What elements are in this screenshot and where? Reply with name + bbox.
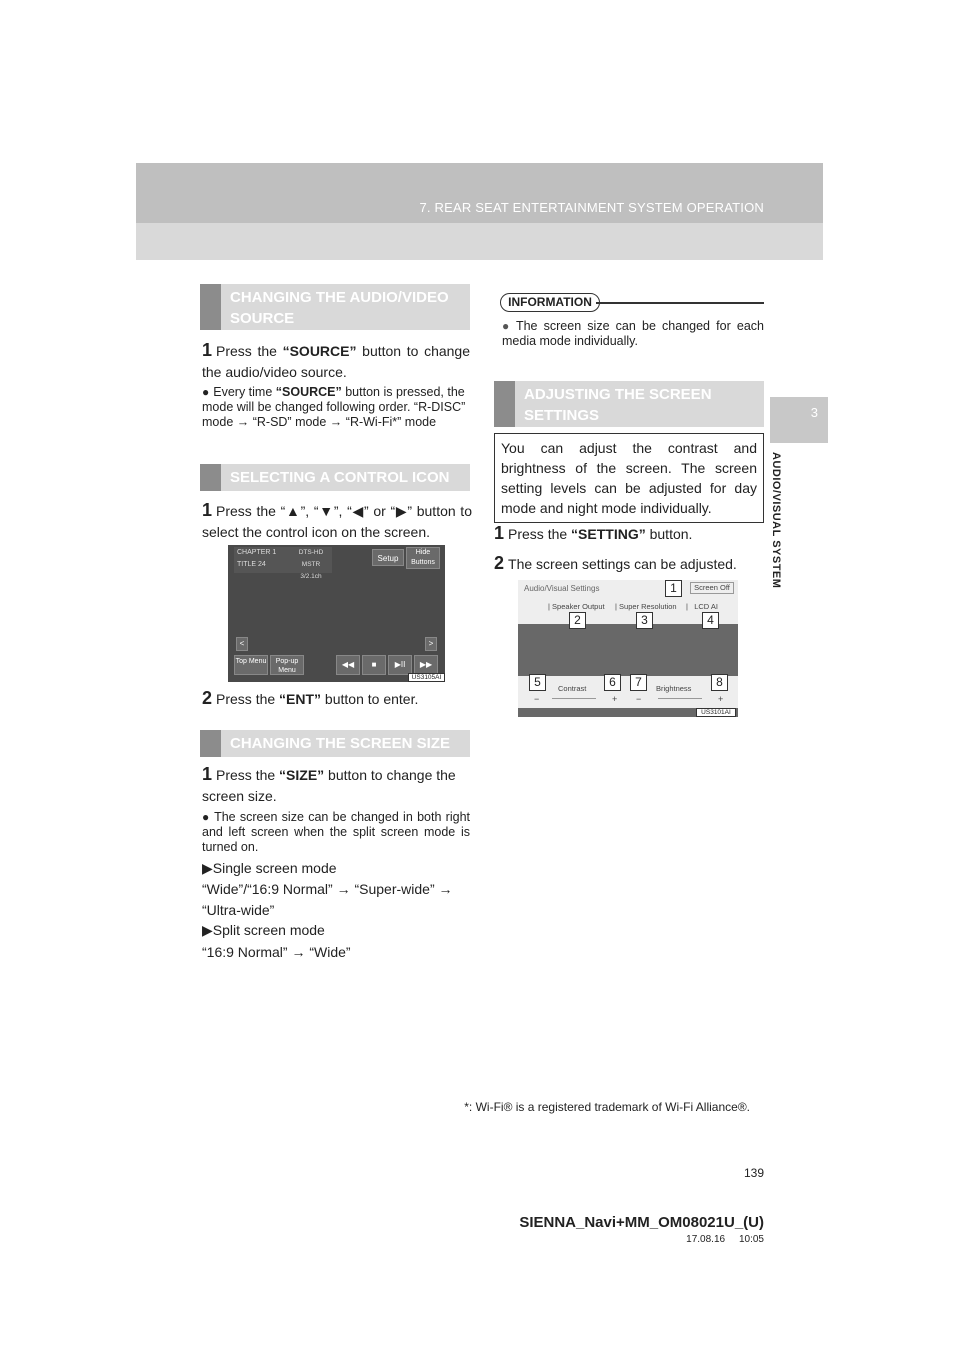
chapter-tab xyxy=(770,397,828,443)
step-source: 1 Press the “SOURCE” button to change the audio/video source. xyxy=(202,340,471,380)
image-code: US3101AI xyxy=(696,708,736,717)
information-rule xyxy=(596,302,764,304)
settings-intro-box: You can adjust the contrast and brightness of the screen. The screen setting levels can be adjusted for day mode and night mode individually. xyxy=(494,433,764,523)
footnote: *: Wi-Fi® is a registered trademark of Wi-Fi Alliance®. xyxy=(464,1100,750,1114)
document-id: SIENNA_Navi+MM_OM08021U_(U) xyxy=(519,1214,764,1231)
callout-4: 4 xyxy=(702,612,719,629)
header-title: 7. REAR SEAT ENTERTAINMENT SYSTEM OPERATION xyxy=(419,200,764,215)
callout-3: 3 xyxy=(636,612,653,629)
page-number: 139 xyxy=(743,1166,764,1180)
popup-menu-button: Pop-up Menu xyxy=(270,655,304,675)
chapter-number: 3 xyxy=(810,405,818,420)
callout-6: 6 xyxy=(604,674,621,691)
control-screen-image: CHAPTER 1 TITLE 24 DTS-HD MSTR 3/2.1ch Setup Hide Buttons < > Top Menu Pop-up Menu ◀◀ ■ ▶II ▶▶ US3105AI xyxy=(228,545,445,682)
timestamp: 17.08.16 10:05 xyxy=(686,1234,764,1245)
screen-off-button: Screen Off xyxy=(690,582,734,594)
single-mode-sequence: “Wide”/“16:9 Normal” → “Super-wide” → “Ultra-wide” xyxy=(202,881,453,918)
settings-screen-image: Audio/Visual Settings Screen Off | Speaker Output | Super Resolution | LCD AI Contrast Brightness − + − + 1 2 3 4 5 6 7 8 US3101AI xyxy=(518,580,738,717)
arrow-left-icon: < xyxy=(236,637,248,651)
step-setting: 1 Press the “SETTING” button. xyxy=(494,523,693,543)
information-label: INFORMATION xyxy=(500,293,600,312)
step-control: 1 Press the “▲”, “▼”, “◀” or “▶” button to select the control icon on the screen. xyxy=(202,500,472,540)
information-text: ● The screen size can be changed for each media mode individually. xyxy=(502,319,765,348)
callout-7: 7 xyxy=(630,674,647,691)
hide-buttons-button: Hide Buttons xyxy=(406,547,440,569)
rewind-icon: ◀◀ xyxy=(336,655,360,675)
stop-icon: ■ xyxy=(362,655,386,675)
fast-forward-icon: ▶▶ xyxy=(414,655,438,675)
callout-5: 5 xyxy=(529,674,546,691)
step-adjust: 2 The screen settings can be adjusted. xyxy=(494,553,737,573)
arrow-right-icon: > xyxy=(425,637,437,651)
callout-2: 2 xyxy=(569,612,586,629)
top-menu-button: Top Menu xyxy=(234,655,268,675)
split-mode-sequence: “16:9 Normal” → “Wide” xyxy=(202,944,351,960)
play-pause-icon: ▶II xyxy=(388,655,412,675)
setup-button: Setup xyxy=(372,549,404,566)
chapter-label: AUDIO/VISUAL SYSTEM xyxy=(770,452,782,589)
single-mode-label: ▶Single screen mode xyxy=(202,860,337,876)
section-heading-size: CHANGING THE SCREEN SIZE xyxy=(200,730,470,757)
section-heading-source: CHANGING THE AUDIO/VIDEO SOURCE xyxy=(200,284,470,330)
callout-1: 1 xyxy=(665,580,682,597)
image-code: US3105AI xyxy=(408,673,445,682)
step-enter: 2 Press the “ENT” button to enter. xyxy=(202,688,419,708)
note-size: ● The screen size can be changed in both right and left screen when the split screen mode is turned on. xyxy=(202,810,470,854)
split-mode-label: ▶Split screen mode xyxy=(202,922,325,938)
section-heading-settings: ADJUSTING THE SCREEN SETTINGS xyxy=(494,381,764,427)
step-size: 1 Press the “SIZE” button to change the screen size. xyxy=(202,764,456,804)
section-heading-control: SELECTING A CONTROL ICON xyxy=(200,464,470,491)
note-source: ● Every time “SOURCE” button is pressed, the mode will be changed following order. “R-DISC” mode → “R-SD” mode → “R-Wi-Fi*” mode xyxy=(202,385,466,429)
callout-8: 8 xyxy=(711,674,728,691)
